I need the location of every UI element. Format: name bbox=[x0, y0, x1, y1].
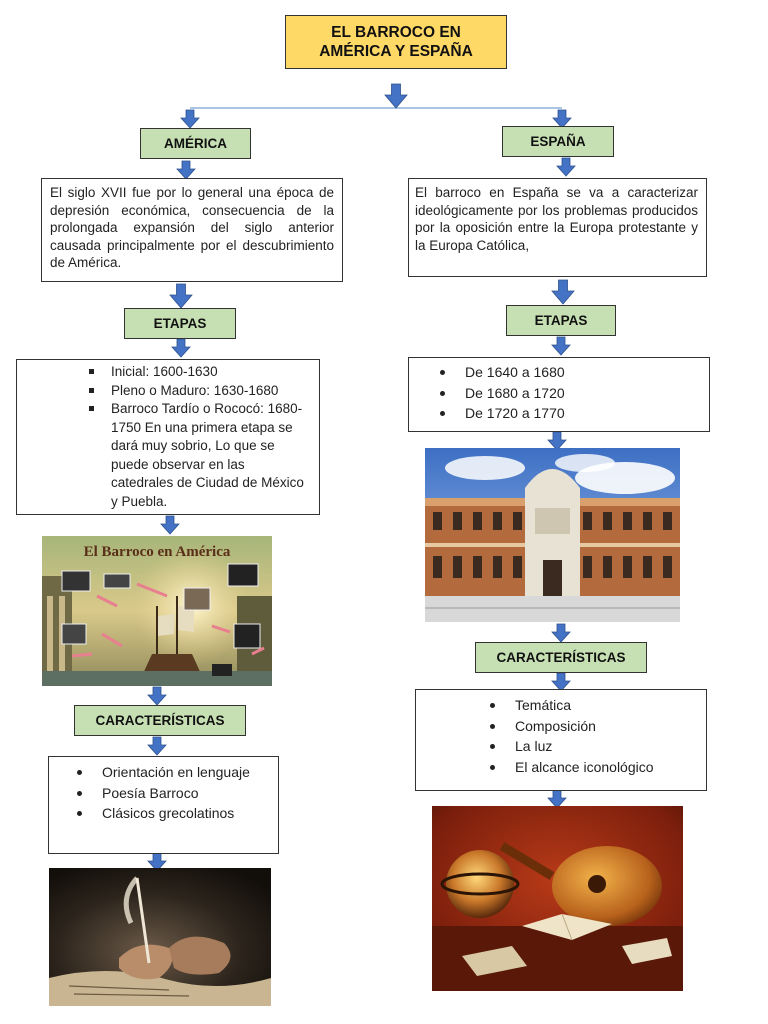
list-item: Composición bbox=[515, 716, 706, 737]
espana-caracteristicas-box bbox=[415, 689, 707, 791]
arrow-down-icon bbox=[385, 84, 407, 108]
espana-etapas-label: ETAPAS bbox=[506, 305, 616, 336]
arrow-down-icon bbox=[148, 687, 166, 705]
list-item: Clásicos grecolatinos bbox=[102, 803, 278, 824]
america-label: AMÉRICA bbox=[140, 128, 251, 159]
diagram-title: EL BARROCO EN AMÉRICA Y ESPAÑA bbox=[285, 15, 507, 69]
america-description: El siglo XVII fue por lo general una época de depresión económica, consecuencia de la prolongada expansión del siglo anterior causada principalmente por el descubrimiento de América. bbox=[41, 178, 343, 282]
america-caracteristicas-label: CARACTERÍSTICAS bbox=[74, 705, 246, 736]
arrow-down-icon bbox=[552, 280, 574, 304]
spain-palace-image bbox=[425, 448, 680, 622]
arrow-down-icon bbox=[172, 339, 190, 357]
america-etapas-box bbox=[16, 359, 320, 515]
america-etapas-label: ETAPAS bbox=[124, 308, 236, 339]
list-item: La luz bbox=[515, 736, 706, 757]
list-item: Barroco Tardío o Rococó: 1680-1750 En una primera etapa se dará muy sobrio, Lo que se puede observar en las catedrales de Ciudad de México y Puebla. bbox=[111, 400, 309, 511]
america-caracteristicas-box bbox=[48, 756, 279, 854]
arrow-down-icon bbox=[552, 624, 570, 642]
arrow-down-icon bbox=[552, 337, 570, 355]
list-item: El alcance iconológico bbox=[515, 757, 706, 778]
arrow-down-icon bbox=[557, 158, 575, 176]
arrow-down-icon bbox=[177, 161, 195, 179]
espana-etapas-box bbox=[408, 357, 710, 432]
quill-writing-image bbox=[49, 868, 271, 1006]
list-item: Temática bbox=[515, 695, 706, 716]
arrow-down-icon bbox=[181, 110, 199, 128]
list-item: Poesía Barroco bbox=[102, 783, 278, 804]
arrow-down-icon bbox=[148, 737, 166, 755]
list-item: Pleno o Maduro: 1630-1680 bbox=[111, 382, 309, 401]
arrow-down-icon bbox=[170, 284, 192, 308]
espana-label: ESPAÑA bbox=[502, 126, 614, 157]
america-baroque-image bbox=[42, 536, 272, 686]
list-item: Inicial: 1600-1630 bbox=[111, 363, 309, 382]
still-life-image bbox=[432, 806, 683, 991]
arrow-down-icon bbox=[161, 516, 179, 534]
espana-description: El barroco en España se va a caracterizar ideológicamente por los problemas producidos por la oposición entre la Europa protestante y la Europa Católica, bbox=[408, 178, 707, 277]
list-item: Orientación en lenguaje bbox=[102, 762, 278, 783]
list-item: De 1640 a 1680 bbox=[465, 362, 709, 383]
espana-caracteristicas-label: CARACTERÍSTICAS bbox=[475, 642, 647, 673]
list-item: De 1680 a 1720 bbox=[465, 383, 709, 404]
list-item: De 1720 a 1770 bbox=[465, 403, 709, 424]
america-image-title: El Barroco en América bbox=[83, 544, 231, 560]
